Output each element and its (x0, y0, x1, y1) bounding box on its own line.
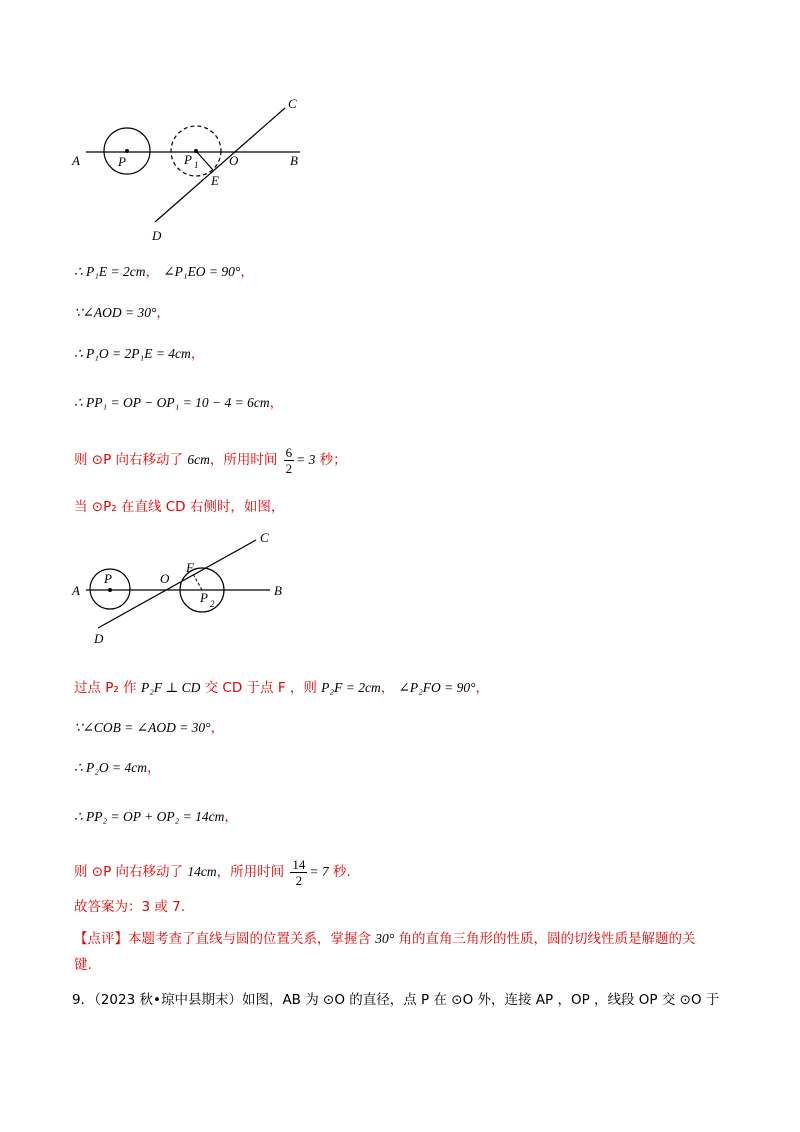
label-f: F (186, 560, 194, 575)
step-1-4 (74, 394, 283, 412)
end-comma: ， (210, 720, 225, 736)
label-c: C (288, 96, 297, 111)
move-mid: ，所用时间 (216, 864, 285, 880)
math-pp2: ∴ PP₂ = OP + OP₂ = 14cm (74, 809, 225, 824)
move-1-sentence (74, 444, 347, 476)
step-1-2 (74, 304, 170, 322)
frac-eq: = 3 (296, 452, 316, 467)
time-fraction (284, 445, 295, 476)
math-p2f: P₂F = 2cm (321, 680, 381, 695)
case-2-sentence: 当 ⊙P₂ 在直线 CD 右侧时，如图， (74, 499, 285, 515)
step-pre: 过点 P₂ 作 (74, 680, 141, 696)
end-comma: ， (147, 760, 161, 776)
sep: ， (145, 264, 160, 280)
frac-eq: = 7 (309, 864, 329, 879)
step-2-2 (74, 719, 224, 737)
segment-p1e (196, 151, 213, 170)
frac-den: 2 (295, 872, 303, 888)
step-1-1 (74, 263, 254, 281)
step-1-3 (74, 345, 204, 363)
end-comma: ， (475, 680, 490, 696)
label-p: P (104, 571, 112, 586)
label-p: P (118, 154, 126, 169)
label-o: O (160, 571, 170, 586)
label-e: E (211, 173, 219, 188)
sep: ， (380, 680, 395, 696)
math-angle-p1eo: ∠P₁EO = 90° (163, 264, 241, 279)
comment-text-3: 键. (74, 957, 92, 973)
label-p1-sub: 1 (194, 160, 199, 170)
end-comma: ， (190, 346, 205, 362)
line-cd (98, 540, 256, 628)
end-comma: ， (156, 305, 170, 321)
math-p1e: ∴ P₁E = 2cm (74, 264, 146, 279)
comment-text-1: 本题考查了直线与圆的位置关系，掌握含 (128, 931, 376, 947)
comment-degree: 30° (375, 931, 395, 946)
frac-den: 2 (285, 460, 293, 476)
step-2-4 (74, 808, 238, 826)
figure-2-diagram (60, 528, 300, 648)
time-fraction (290, 857, 307, 888)
move-dist: 6cm (187, 452, 210, 467)
step-2-3 (74, 759, 161, 777)
label-a: A (72, 153, 80, 168)
comment-tag: 【点评】 (74, 931, 128, 947)
label-p1: P (184, 152, 192, 167)
math-pp1: ∴ PP₁ = OP − OP₁ = 10 − 4 = 6cm (74, 395, 270, 410)
center-p-dot (108, 588, 112, 592)
move-post: 秒； (315, 452, 347, 468)
center-p-dot (125, 149, 129, 153)
line-cd (155, 108, 285, 222)
move-post: 秒. (328, 864, 351, 880)
step-2-1 (74, 679, 489, 697)
move-2-sentence (74, 856, 351, 888)
math-angle-cob: ∵∠COB = ∠AOD = 30° (74, 720, 211, 735)
label-p2: P (200, 590, 208, 605)
label-b: B (274, 583, 282, 598)
move-pre: 则 ⊙P 向右移动了 (74, 452, 188, 468)
math-angle-aod: ∵∠AOD = 30° (74, 305, 157, 320)
label-a: A (72, 583, 80, 598)
segment-p2f-dashed (193, 574, 202, 590)
math-p2o: ∴ P₂O = 4cm (74, 760, 148, 775)
label-d: D (94, 631, 104, 646)
comment-text-2: 角的直角三角形的性质，圆的切线性质是解题的关 (394, 931, 696, 947)
move-pre: 则 ⊙P 向右移动了 (74, 864, 188, 880)
math-angle-p2fo: ∠P₂FO = 90° (398, 680, 476, 695)
label-d: D (152, 228, 162, 243)
figure-1-diagram (60, 90, 350, 250)
label-b: B (290, 153, 298, 168)
end-comma: ， (240, 264, 254, 280)
frac-num: 14 (292, 856, 306, 872)
label-o: O (229, 153, 239, 168)
step-mid: 交 CD 于点 F ，则 (200, 680, 322, 696)
comment-block (74, 926, 734, 978)
move-dist: 14cm (187, 864, 217, 879)
end-comma: ， (224, 809, 238, 825)
move-mid: ，所用时间 (209, 452, 278, 468)
problem-9-line: 9．（2023 秋•琼中县期末）如图，AB 为 ⊙O 的直径，点 P 在 ⊙O 外，连接 AP ，OP ，线段 OP 交 ⊙O 于 (72, 992, 720, 1008)
frac-num: 6 (285, 444, 293, 460)
label-c: C (260, 530, 269, 545)
answer-line: 故答案为：3 或 7. (74, 899, 186, 915)
math-perp: P₂F ⊥ CD (140, 680, 201, 695)
end-comma: ， (269, 395, 284, 411)
math-p1o: ∴ P₁O = 2P₁E = 4cm (74, 346, 191, 361)
label-p2-sub: 2 (210, 599, 215, 609)
